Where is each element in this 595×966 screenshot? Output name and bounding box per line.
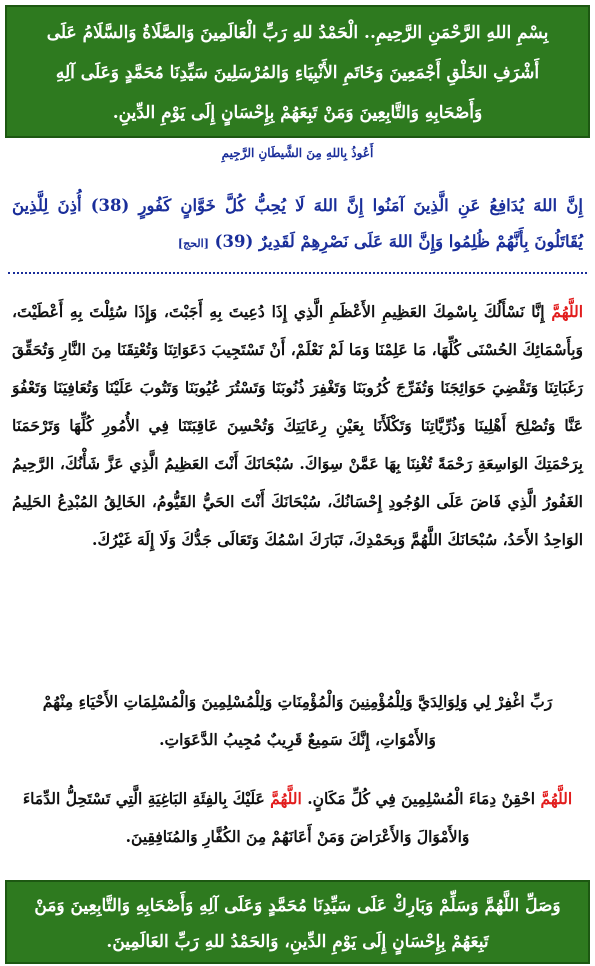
allahumma-label-2: اللَّهُمَّ [270, 789, 302, 808]
verse-39: أُذِنَ لِلَّذِينَ يُقَاتَلُونَ بِأَنَّهُمْ ظُلِمُوا وَإِنَّ اللهَ عَلَى نَصْرِهِمْ لَقَدِيرٌ (39) [12, 196, 583, 251]
quran-verses [12, 188, 583, 262]
opening-line-2: أَشْرَفِ الخَلْقِ أَجْمَعِينَ وَخَاتَمِ الأَنْبِيَاءِ وَالمُرْسَلِينَ سَيِّدِنَا مُحَمَّدٍ وَعَلَى آلِهِ [55, 63, 540, 83]
closing-line-2: تَبِعَهُمْ بِإِحْسَانٍ إِلَى يَوْمِ الدِّينِ، وَالحَمْدُ للهِ رَبِّ العَالَمِينَ. [106, 932, 489, 952]
parents-supplication: رَبِّ اغْفِرْ لِي وَلِوَالِدَيَّ وَلِلْمُؤْمِنِينَ وَالْمُؤْمِنَاتِ وَلِلْمُسْلِمِينَ وَالْمُسْلِمَاتِ الأَحْيَاءِ مِنْهُمْ وَالأَمْوَاتِ، إِنَّكَ سَمِيعٌ قَرِيبٌ مُجِيبُ الدَّعَوَاتِ. [42, 692, 553, 749]
opening-line-1: بِسْمِ اللهِ الرَّحْمَنِ الرَّحِيمِ.. الْحَمْدُ للهِ رَبِّ الْعَالَمِينَ وَالصَّلَاةُ وَالسَّلَامُ عَلَى [46, 23, 549, 43]
closing-banner [5, 880, 590, 964]
opening-banner [5, 5, 590, 138]
against-aggressors-text: عَلَيْكَ بِالفِئَةِ البَاغِيَةِ الَّتِي تَسْتَحِلُّ الدِّمَاءَ وَالأَمْوَالَ وَالأَعْرَاضَ وَمَنْ أَعَانَهُمْ مِنَ الكُفَّارِ وَالمُنَافِقِينَ. [22, 789, 470, 846]
oppressors-supplication [12, 780, 583, 856]
allahumma-label: اللَّهُمَّ [551, 302, 583, 321]
taawudh-heading: أَعُوذُ بِاللهِ مِنَ الشَّيطَانِ الرَّجِيمِ [221, 146, 374, 160]
protect-blood-text: احْقِنْ دِمَاءَ الْمُسْلِمِينَ فِي كُلِّ مَكَانٍ. [307, 789, 536, 808]
section-divider [8, 272, 587, 274]
opening-line-3: وَأَصْحَابِهِ وَالتَّابِعِينَ وَمَنْ تَبِعَهُمْ بِإِحْسَانٍ إِلَى يَوْمِ الدِّينِ. [112, 103, 483, 123]
main-supplication-text: إِنَّا نَسْأَلُكَ بِاسْمِكَ العَظِيمِ الأَعْظَمِ الَّذِي إِذَا دُعِيتَ بِهِ أَجَبْتَ، وَإِذَا سُئِلْتَ بِهِ أَعْطَيْتَ، وَبِأَسْمَائِكَ الحُسْنَى كُلِّهَا، مَا عَلِمْنَا وَمَا لَمْ نَعْلَمْ، أَنْ تَسْتَجِيبَ دَعَوَاتِنَا وَتُعْتِقَنَا مِنَ النَّارِ وَتُحَقِّقَ رَغَبَاتِنَا وَتَقْضِيَ حَوَائِجَنَا وَتُفَرِّجَ كُرُوبَنَا وَتَغْفِرَ ذُنُوبَنَا وَتَسْتُرَ عُيُوبَنَا وَتَتُوبَ عَلَيْنَا وَتُعَافِيَنَا وَتَعْفُوَ عَنَّا وَتُصْلِحَ أَهْلِينَا وَذُرِّيَّاتِنَا وَتَكْلَأَنَا بِعَيْنِ رِعَايَتِكَ وَتُحْسِنَ عَاقِبَتَنَا فِي الأُمُورِ كُلِّهَا وَتَرْحَمَنَا بِرَحْمَتِكَ الوَاسِعَةِ رَحْمَةً تُغْنِنَا بِهَا عَمَّنْ سِوَاكَ. سُبْحَانَكَ أَنْتَ العَظِيمُ الَّذِي عَزَّ شَأْنُكَ، الرَّحِيمُ الغَفُورُ الَّذِي فَاضَ عَلَى الوُجُودِ إِحْسَانُكَ، سُبْحَانَكَ أَنْتَ الحَيُّ القَيُّومُ، الخَالِقُ المُبْدِعُ الحَلِيمُ الوَاحِدُ الأَحَدُ، سُبْحَانَكَ اللَّهُمَّ وَبِحَمْدِكَ، تَبَارَكَ اسْمُكَ وَتَعَالَى جَدُّكَ وَلَا إِلَهَ غَيْرُكَ. [12, 302, 583, 549]
surah-reference: [الحج] [177, 237, 209, 250]
main-supplication [12, 293, 583, 559]
closing-line-1: وَصَلِّ اللَّهُمَّ وَسَلِّمْ وَبَارِكْ عَلَى سَيِّدِنَا مُحَمَّدٍ وَعَلَى آلِهِ وَأَصْحَابِهِ وَالتَّابِعِينَ وَمَنْ [34, 896, 561, 916]
allahumma-label-1: اللَّهُمَّ [540, 789, 573, 808]
verse-38: إِنَّ اللهَ يُدَافِعُ عَنِ الَّذِينَ آمَنُوا إِنَّ اللهَ لَا يُحِبُّ كُلَّ خَوَّانٍ كَفُورٍ (38) [90, 196, 583, 215]
